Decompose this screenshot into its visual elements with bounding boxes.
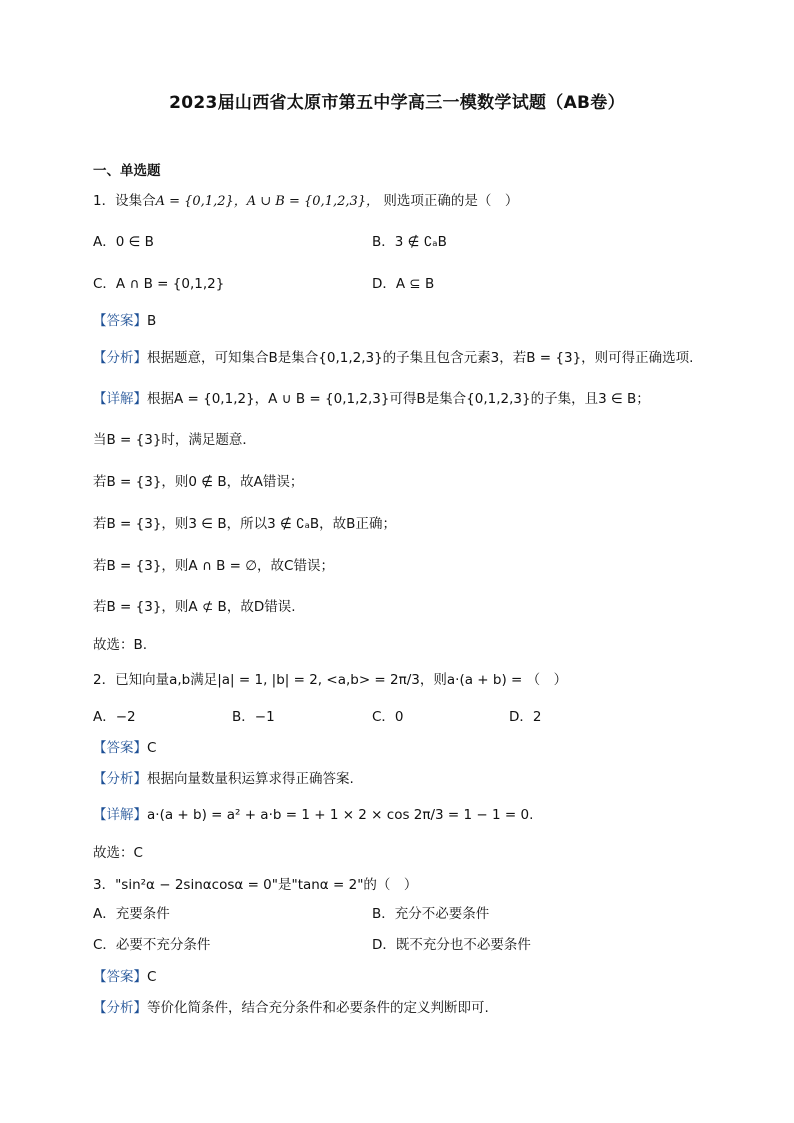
q2-answer [93,739,156,757]
q1-analysis [93,349,693,367]
q2-option-a: A．−2 [93,709,136,725]
q2-option-b: B．−1 [232,709,275,725]
q1-detail [93,390,650,408]
q2-option-c: C．0 [372,709,404,725]
q1-stem [93,192,518,211]
q2-detail-text: a·(a + b) = a² + a·b = 1 + 1 × 2 × cos 2π/3 = 1 − 1 = 0. [147,807,534,823]
detail-tag: 【详解】 [93,807,147,823]
q3-analysis [93,999,489,1017]
q1-stem-suffix: 则选项正确的是（ ） [383,193,519,209]
q2-option-d: D．2 [509,709,542,725]
q2-answer-value: C [147,740,157,756]
q1-option-a: A．0 ∈ B [93,234,154,250]
q1-option-c: C．A ∩ B = {0,1,2} [93,276,225,292]
q2-detail [93,806,533,824]
q1-analysis-text: 根据题意，可知集合B是集合{0,1,2,3}的子集且包含元素3，若B = {3}，则可得正确选项. [147,350,694,366]
detail-tag: 【详解】 [93,391,147,407]
q1-stem-math: A = {0,1,2}，A ∪ B = {0,1,2,3}， [155,194,380,209]
q3-option-a: A．充要条件 [93,906,170,922]
q1-detail-line-3: 若B = {3}，则3 ∈ B，所以3 ∉ ∁ₐB，故B正确； [93,516,396,532]
q1-detail-text: 根据A = {0,1,2}，A ∪ B = {0,1,2,3}可得B是集合{0,1,2,3}的子集，且3 ∈ B； [147,391,650,407]
q1-detail-line-5: 若B = {3}，则A ⊄ B，故D错误. [93,599,296,615]
analysis-tag: 【分析】 [93,350,147,366]
q1-option-b: B．3 ∉ ∁ₐB [372,234,447,250]
page-title: 2023届山西省太原市第五中学高三一模数学试题（AB卷） [169,93,625,113]
answer-tag: 【答案】 [93,969,147,985]
q3-analysis-text: 等价化简条件，结合充分条件和必要条件的定义判断即可. [147,1000,489,1016]
q2-analysis [93,770,354,788]
q1-answer [93,312,156,330]
q3-option-d: D．既不充分也不必要条件 [372,937,531,953]
q1-detail-line-4: 若B = {3}，则A ∩ B = ∅，故C错误； [93,558,334,574]
q3-option-b: B．充分不必要条件 [372,906,490,922]
q2-analysis-text: 根据向量数量积运算求得正确答案. [147,771,354,787]
q1-answer-value: B [147,313,157,329]
q2-stem: 2．已知向量a,b满足|a| = 1, |b| = 2, <a,b> = 2π/3，则a·(a + b) = （ ） [93,672,568,688]
q1-detail-line-2: 若B = {3}，则0 ∉ B，故A错误； [93,474,304,490]
answer-tag: 【答案】 [93,313,147,329]
q1-conclusion: 故选：B. [93,637,148,653]
q1-option-d: D．A ⊆ B [372,276,435,292]
q3-stem: 3．"sin²α − 2sinαcosα = 0"是"tanα = 2"的（ ） [93,877,418,893]
q3-answer [93,968,156,986]
analysis-tag: 【分析】 [93,771,147,787]
q3-option-c: C．必要不充分条件 [93,937,211,953]
q2-conclusion: 故选：C [93,845,143,861]
q1-detail-line-1: 当B = {3}时，满足题意． [93,432,256,448]
analysis-tag: 【分析】 [93,1000,147,1016]
q3-answer-value: C [147,969,157,985]
q1-stem-prefix: 1．设集合 [93,193,156,209]
answer-tag: 【答案】 [93,740,147,756]
section-heading: 一、单选题 [93,163,161,179]
